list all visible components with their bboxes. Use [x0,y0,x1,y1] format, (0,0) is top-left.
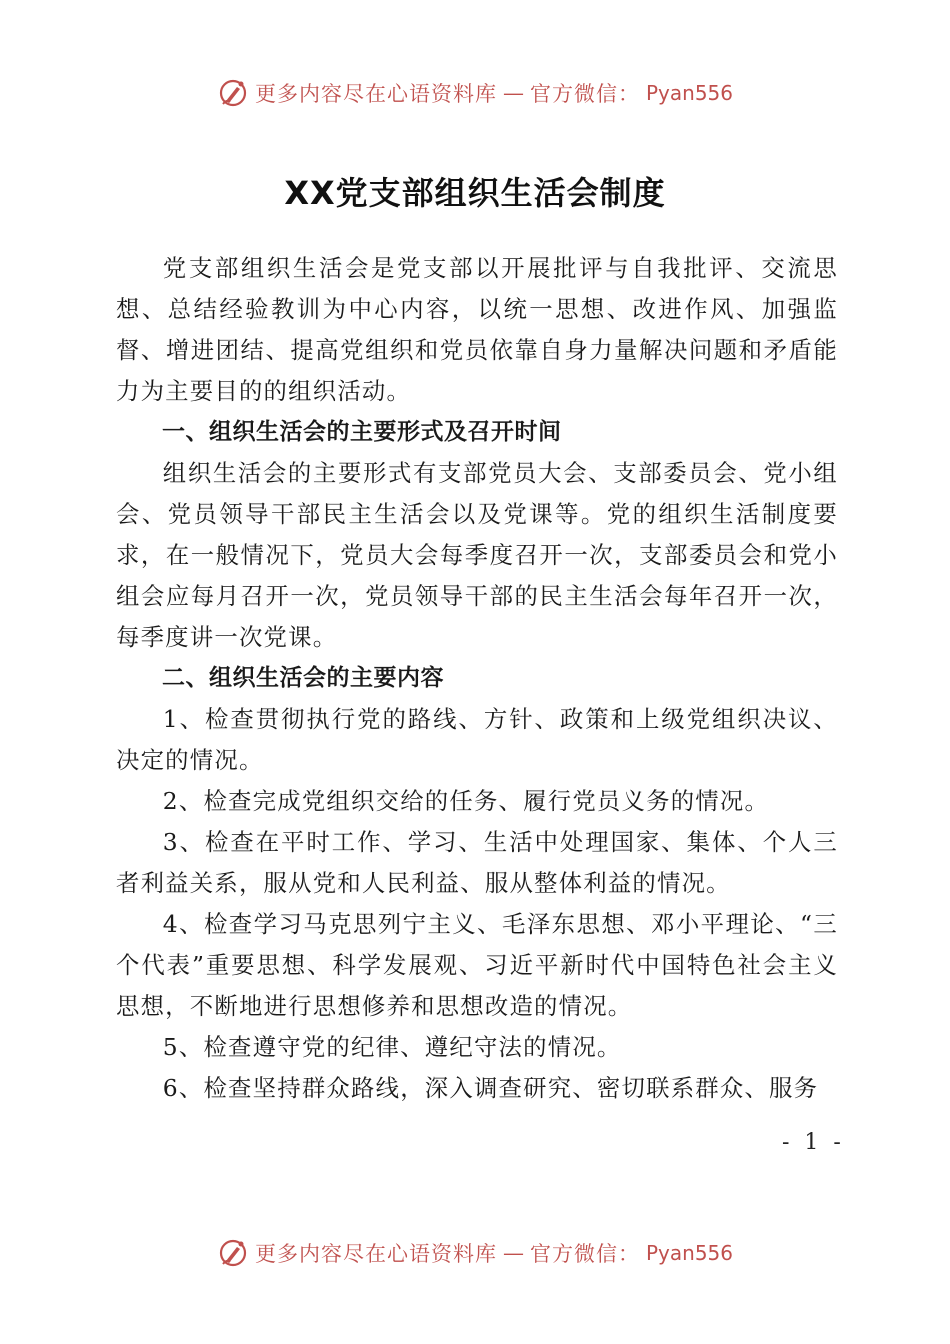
list-item-2: 2、检查完成党组织交给的任务、履行党员义务的情况。 [162,787,770,815]
watermark-wechat-id: Pyan556 [645,1241,733,1265]
paragraph-forms: 组织生活会的主要形式有支部党员大会、支部委员会、党小组会、党员领导干部民主生活会以及党课等。党的组织生活制度要求，在一般情况下，党员大会每季度召开一次，支部委员会和党小组会应每月召开一次，党员领导干部的民主生活会每年召开一次，每季度讲一次党课。 [116,459,838,651]
list-item-1: 1、检查贯彻执行党的路线、方针、政策和上级党组织决议、决定的情况。 [116,705,838,774]
watermark-main-text: 更多内容尽在心语资料库 [254,1242,497,1266]
watermark-footer [0,1233,950,1273]
document-body [116,248,838,1109]
pen-logo-icon [217,77,249,109]
document-title: XX党支部组织生活会制度 [284,174,666,212]
page-number: - 1 - [782,1130,845,1155]
watermark-separator: — [502,81,524,105]
watermark-header [0,73,950,113]
watermark-wechat-label: 官方微信： [529,82,640,106]
list-item-4: 4、检查学习马克思列宁主义、毛泽东思想、邓小平理论、“三个代表”重要思想、科学发展观、习近平新时代中国特色社会主义思想，不断地进行思想修养和思想改造的情况。 [116,910,838,1020]
list-item-3: 3、检查在平时工作、学习、生活中处理国家、集体、个人三者利益关系，服从党和人民利益、服从整体利益的情况。 [116,828,838,897]
watermark-separator: — [502,1241,524,1265]
list-item-5: 5、检查遵守党的纪律、遵纪守法的情况。 [162,1033,622,1061]
list-item-6: 6、检查坚持群众路线，深入调查研究、密切联系群众、服务 [162,1074,819,1102]
watermark-wechat-id: Pyan556 [645,81,733,105]
paragraph-intro: 党支部组织生活会是党支部以开展批评与自我批评、交流思想、总结经验教训为中心内容，以统一思想、改进作风、加强监督、增进团结、提高党组织和党员依靠自身力量解决问题和矛盾能力为主要目的的组织活动。 [116,254,838,405]
pen-logo-icon [217,1237,249,1269]
section-heading-1: 一、组织生活会的主要形式及召开时间 [162,419,562,445]
watermark-main-text: 更多内容尽在心语资料库 [254,82,497,106]
section-heading-2: 二、组织生活会的主要内容 [162,665,444,691]
watermark-wechat-label: 官方微信： [529,1242,640,1266]
